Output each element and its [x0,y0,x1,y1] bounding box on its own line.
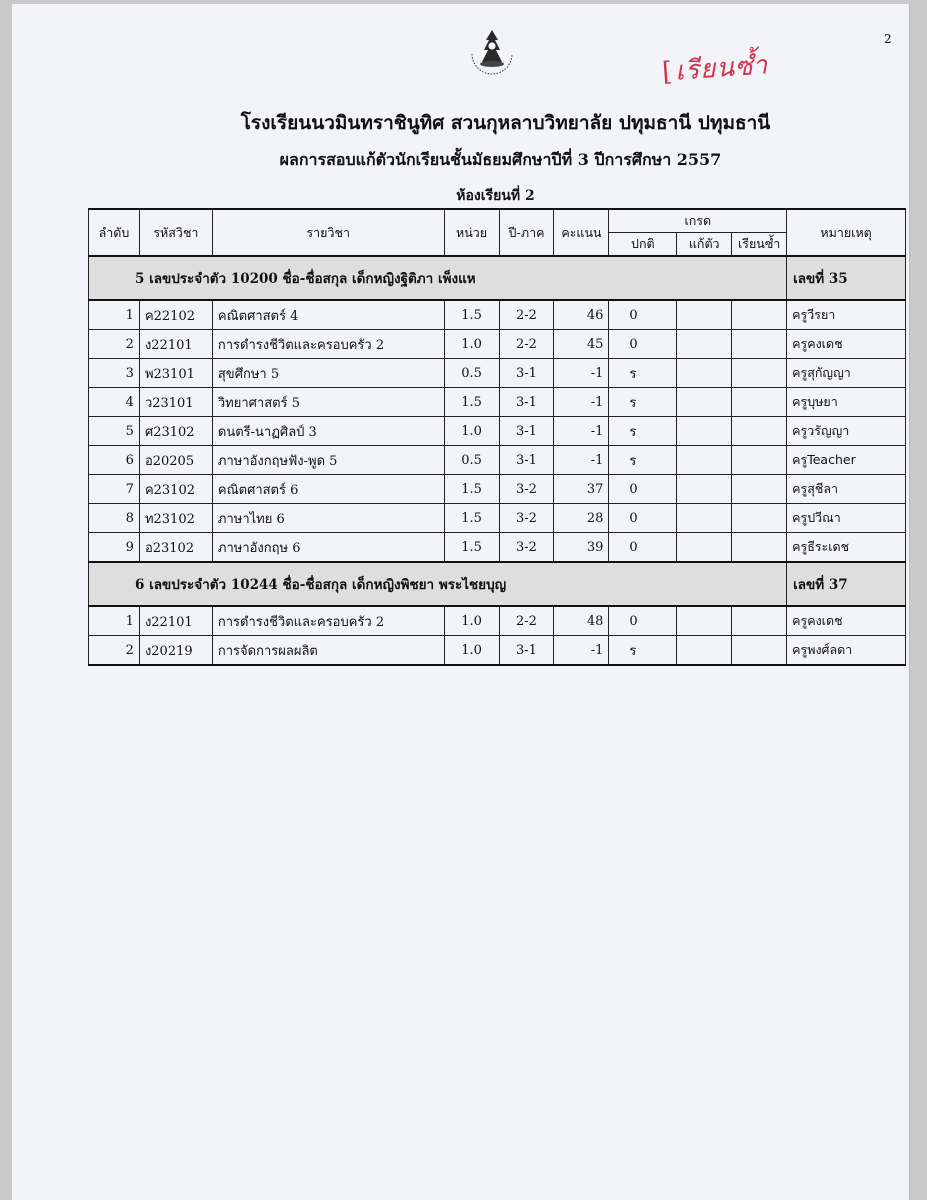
score: 28 [554,504,609,533]
header-note: หมายเหตุ [787,209,906,256]
row-number: 9 [89,533,140,563]
table-row [89,533,906,563]
subject-name: การดำรงชีวิตและครอบครัว 2 [212,330,444,359]
teacher-note: ครูวีรยา [787,300,906,330]
teacher-note: ครูคงเดช [787,606,906,636]
grade-repeat [732,475,787,504]
grade-fix [677,636,732,666]
grade-repeat [732,606,787,636]
teacher-note: ครูสุกัญญา [787,359,906,388]
table-row [89,606,906,636]
grades-table [88,208,906,666]
student-header-row [89,256,906,300]
teacher-note: ครูวรัญญา [787,417,906,446]
header-grade: เกรด [609,209,787,233]
header-grade-repeat: เรียนซ้ำ [732,233,787,257]
header-score: คะแนน [554,209,609,256]
subject-name: วิทยาศาสตร์ 5 [212,388,444,417]
year-term: 2-2 [499,606,554,636]
stamp-bracket: [ [661,56,675,88]
year-term: 3-2 [499,475,554,504]
score: 37 [554,475,609,504]
credit-unit: 0.5 [444,359,499,388]
year-term: 3-2 [499,504,554,533]
grade-repeat [732,300,787,330]
grade-fix [677,388,732,417]
subject-code: ท23102 [139,504,212,533]
grade-fix [677,330,732,359]
grade-fix [677,533,732,563]
teacher-note: ครูปวีณา [787,504,906,533]
subject-name: การจัดการผลผลิต [212,636,444,666]
grade-repeat [732,504,787,533]
grade-repeat [732,533,787,563]
subject-name: ภาษาไทย 6 [212,504,444,533]
table-header [89,209,906,256]
subject-name: ภาษาอังกฤษฟัง-พูด 5 [212,446,444,475]
student-seat-number: เลขที่ 37 [787,562,906,606]
credit-unit: 1.5 [444,300,499,330]
subject-name: คณิตศาสตร์ 4 [212,300,444,330]
year-term: 3-2 [499,533,554,563]
grade-normal: ร [609,446,677,475]
report-title: ผลการสอบแก้ตัวนักเรียนชั้นมัธยมศึกษาปีที่ 3 ปีการศึกษา 2557 [279,150,722,169]
row-number: 2 [89,330,140,359]
student-seat-number: เลขที่ 35 [787,256,906,300]
row-number: 2 [89,636,140,666]
teacher-note: ครูสุชีลา [787,475,906,504]
subject-name: การดำรงชีวิตและครอบครัว 2 [212,606,444,636]
credit-unit: 1.0 [444,330,499,359]
grade-repeat [732,388,787,417]
score: 46 [554,300,609,330]
grade-fix [677,606,732,636]
row-number: 1 [89,300,140,330]
credit-unit: 1.0 [444,606,499,636]
table-row [89,300,906,330]
teacher-note: ครูบุษยา [787,388,906,417]
row-number: 4 [89,388,140,417]
subject-code: ง20219 [139,636,212,666]
subject-code: ค23102 [139,475,212,504]
grade-normal: 0 [609,533,677,563]
credit-unit: 1.5 [444,388,499,417]
grade-repeat [732,417,787,446]
school-seal-icon [462,24,522,80]
student-info: 6 เลขประจำตัว 10244 ชื่อ-ชื่อสกุล เด็กหญิงพิชยา พระไชยบุญ [89,562,787,606]
row-number: 8 [89,504,140,533]
grade-repeat [732,359,787,388]
subject-name: ดนตรี-นาฏศิลป์ 3 [212,417,444,446]
table-body [89,256,906,665]
subject-name: ภาษาอังกฤษ 6 [212,533,444,563]
year-term: 3-1 [499,417,554,446]
subject-code: พ23101 [139,359,212,388]
grade-normal: 0 [609,330,677,359]
grade-fix [677,359,732,388]
subject-code: ค22102 [139,300,212,330]
grade-normal: 0 [609,475,677,504]
year-term: 2-2 [499,300,554,330]
grade-fix [677,300,732,330]
student-info: 5 เลขประจำตัว 10200 ชื่อ-ชื่อสกุล เด็กหญิงฐิติภา เพ็งแห [89,256,787,300]
teacher-note: ครูTeacher [787,446,906,475]
grade-repeat [732,330,787,359]
table-row [89,388,906,417]
year-term: 3-1 [499,446,554,475]
score: -1 [554,636,609,666]
credit-unit: 1.5 [444,504,499,533]
page-number: 2 [884,32,892,46]
score: -1 [554,446,609,475]
grade-normal: ร [609,417,677,446]
score: 45 [554,330,609,359]
header-grade-normal: ปกติ [609,233,677,257]
credit-unit: 1.0 [444,636,499,666]
grade-normal: ร [609,359,677,388]
credit-unit: 1.5 [444,533,499,563]
header-grade-fix: แก้ตัว [677,233,732,257]
grade-normal: 0 [609,300,677,330]
year-term: 3-1 [499,388,554,417]
score: -1 [554,417,609,446]
score: -1 [554,359,609,388]
table-row [89,504,906,533]
credit-unit: 1.5 [444,475,499,504]
row-number: 7 [89,475,140,504]
subject-name: คณิตศาสตร์ 6 [212,475,444,504]
credit-unit: 1.0 [444,417,499,446]
header-block [12,108,909,207]
table-row [89,359,906,388]
header-unit: หน่วย [444,209,499,256]
subject-code: อ20205 [139,446,212,475]
row-number: 5 [89,417,140,446]
subject-code: ง22101 [139,606,212,636]
grade-repeat [732,636,787,666]
stamp-text: เรียนซ้ำ [674,50,770,87]
document-page [12,4,909,1200]
score: -1 [554,388,609,417]
teacher-note: ครูธีระเดช [787,533,906,563]
school-title: โรงเรียนนวมินทราชินูทิศ สวนกุหลาบวิทยาลัย ปทุมธานี ปทุมธานี [240,112,771,134]
subject-code: ง22101 [139,330,212,359]
year-term: 3-1 [499,359,554,388]
subject-code: ว23101 [139,388,212,417]
grade-normal: ร [609,636,677,666]
grade-fix [677,504,732,533]
table-row [89,636,906,666]
table-row [89,475,906,504]
row-number: 1 [89,606,140,636]
grade-fix [677,417,732,446]
header-term: ปี-ภาค [499,209,554,256]
row-number: 3 [89,359,140,388]
subject-code: อ23102 [139,533,212,563]
header-no: ลำดับ [89,209,140,256]
grade-fix [677,446,732,475]
credit-unit: 0.5 [444,446,499,475]
grade-normal: ร [609,388,677,417]
student-header-row [89,562,906,606]
table-row [89,446,906,475]
grade-repeat [732,446,787,475]
teacher-note: ครูพงศ์ลดา [787,636,906,666]
subject-code: ศ23102 [139,417,212,446]
repeat-stamp [661,44,770,92]
score: 39 [554,533,609,563]
row-number: 6 [89,446,140,475]
header-subject: รายวิชา [212,209,444,256]
teacher-note: ครูคงเดช [787,330,906,359]
score: 48 [554,606,609,636]
table-row [89,417,906,446]
grade-normal: 0 [609,606,677,636]
grade-normal: 0 [609,504,677,533]
grade-fix [677,475,732,504]
subject-name: สุขศึกษา 5 [212,359,444,388]
table-row [89,330,906,359]
year-term: 3-1 [499,636,554,666]
year-term: 2-2 [499,330,554,359]
header-code: รหัสวิชา [139,209,212,256]
classroom-label: ห้องเรียนที่ 2 [456,188,535,204]
